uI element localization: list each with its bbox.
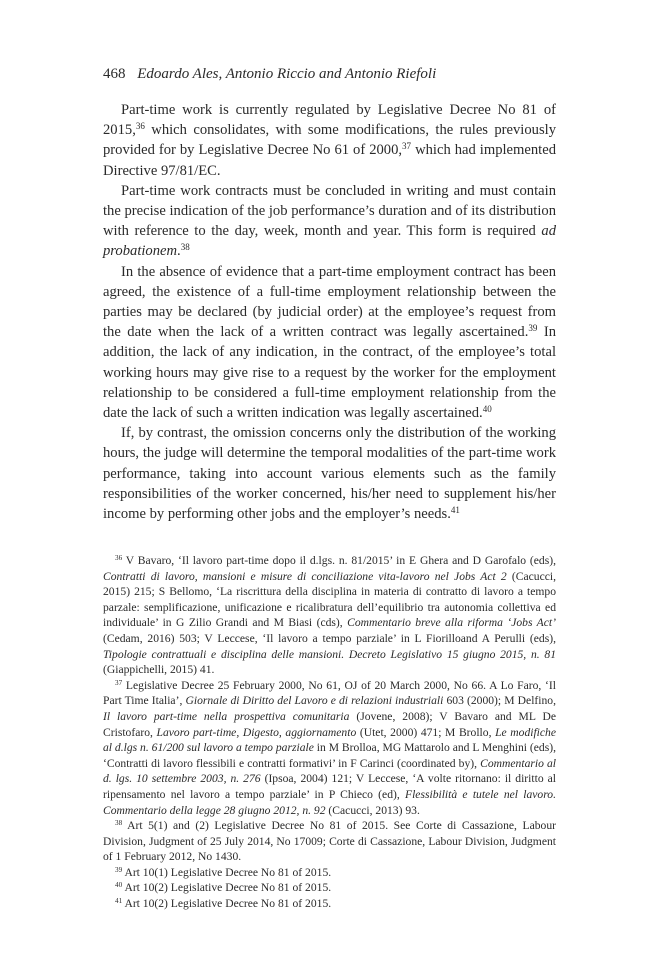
text-run: (Utet, 2000) 471; M Brollo, — [356, 725, 496, 739]
text-run: (Ipsoa, 2004) 121; V Leccese, ‘A volte ritornano: il diritto al ripensamento nel lavoro a tempo parziale’ in P Chieco (ed), — [103, 772, 556, 801]
italic-title: Flessibilità e tutele nel lavoro. Commentario della legge 28 giugno 2012, n. 92 — [103, 787, 556, 817]
footnote-ref-39[interactable]: 39 — [528, 323, 538, 334]
text-run: If, by contrast, the omission concerns only the distribution of the working hours, the judge will determine the temporal modalities of the part-time work performance, taking into account various elements such as the family responsibilities of the worker concerned, his/her need to supplement his/her income by performing other jobs and the employer’s needs. — [103, 425, 556, 523]
footnote-37 — [103, 678, 556, 818]
footnote-number: 37 — [115, 678, 123, 687]
italic-title: Giornale di Diritto del Lavoro e di relazioni industriali — [185, 694, 444, 708]
text-run: In addition, the lack of any indication, in the contract, of the employee’s total working hours may give rise to a request by the worker for the employment relationship to be considered a full-time employment relationship from the date the lack of such a written indication was legally ascertained. — [103, 324, 557, 422]
footnote-number: 38 — [115, 819, 123, 828]
italic-title: Tipologie contrattuali e disciplina delle mansioni. Decreto Legislativo 15 giugno 2015, n. 81 — [103, 647, 556, 661]
footnote-number: 36 — [115, 554, 123, 563]
text-run: In the absence of evidence that a part-time employment contract has been agreed, the existence of a full-time employment relationship between the parties may be declared (by judicial order) at the employee’s request from the date when the lack of a written contract was legally ascertained. — [103, 263, 556, 341]
text-run: (Cedam, 2016) 503; V Leccese, ‘Il lavoro a tempo parziale’ in L Fiorilloand A Perulli (eds), — [103, 631, 556, 645]
text-run: V Bavaro, ‘Il lavoro part-time dopo il d.lgs. n. 81/2015’ in E Ghera and D Garofalo (eds), — [122, 554, 556, 567]
text-run: (Cacucci, 2013) 93. — [325, 803, 420, 817]
footnote-41 — [103, 896, 556, 912]
paragraph-3 — [103, 262, 556, 424]
text-run: (Cacucci, 2015) 215; S Bellomo, ‘La riscrittura della disciplina in materia di contratto di lavoro a tempo parzale: semplificazione, unificazione e ricalibratura dell’equilibrio tra autonomia collettiva ed individuale’ in G Zilio Grandi and M Biasi (cds), — [103, 569, 557, 630]
italic-title: Il lavoro part-time nella prospettiva comunitaria — [103, 709, 350, 723]
footnote-ref-37[interactable]: 37 — [402, 141, 412, 152]
running-header — [103, 66, 436, 83]
paragraph-2 — [103, 181, 556, 262]
text-run: Legislative Decree 25 February 2000, No 61, OJ of 20 March 2000, No 66. A Lo Faro, ‘Il Part Time Italia’, — [103, 678, 556, 708]
italic-title: Commentario al d. lgs. 10 settembre 2003, n. 276 — [103, 756, 556, 786]
paragraph-1 — [103, 100, 556, 181]
text-run: Art 10(2) Legislative Decree No 81 of 2015. — [122, 881, 332, 895]
text-run: Art 10(2) Legislative Decree No 81 of 2015. — [122, 897, 332, 911]
footnote-40 — [103, 880, 556, 896]
footnotes — [103, 553, 556, 912]
running-header-authors: Edoardo Ales, Antonio Riccio and Antonio Riefoli — [137, 66, 437, 82]
text-run: in M Brolloa, MG Mattarolo and L Menghini (eds), ‘Contratti di lavoro flessibili e contratti formativi’ in F Carinci (coordinated by), — [103, 741, 556, 770]
footnote-38 — [103, 818, 556, 865]
text-run: (Jovene, 2008); V Bavaro and ML De Cristofaro, — [103, 709, 556, 739]
italic-title: Lavoro part-time, Digesto, aggiornamento — [156, 725, 357, 739]
footnote-number: 41 — [115, 897, 123, 906]
italic-title: Le modifiche al d.lgs n. 61/200 sul lavoro a tempo parziale — [103, 725, 556, 755]
paragraph-4 — [103, 423, 556, 524]
italic-title: Contratti di lavoro, mansioni e misure di conciliazione vita-lavoro nel Jobs Act 2 — [103, 569, 507, 583]
italic-title: Commentario breve alla riforma ‘Jobs Act’ — [347, 616, 556, 630]
footnote-39 — [103, 865, 556, 881]
text-run: Part-time work contracts must be concluded in writing and must contain the precise indication of the job performance’s duration and of its distribution with reference to the day, week, month and year. This form is required — [103, 182, 556, 240]
footnote-number: 40 — [115, 881, 123, 890]
footnote-36 — [103, 553, 556, 678]
text-run: (Giappichelli, 2015) 41. — [103, 663, 215, 677]
text-run: 603 (2000); M Delfino, — [443, 694, 556, 708]
text-run: Art 10(1) Legislative Decree No 81 of 2015. — [122, 865, 332, 879]
text-run: which had implemented Directive 97/81/EC. — [103, 142, 556, 179]
main-text — [103, 100, 556, 524]
footnote-ref-38[interactable]: 38 — [180, 242, 190, 253]
footnote-number: 39 — [115, 865, 123, 874]
footnote-ref-36[interactable]: 36 — [135, 121, 145, 132]
footnote-ref-41[interactable]: 41 — [450, 505, 460, 516]
footnote-ref-40[interactable]: 40 — [482, 404, 492, 415]
italic-term: ad probationem — [103, 223, 556, 260]
text-run: . — [177, 243, 181, 260]
text-run: Part-time work is currently regulated by Legislative Decree No 81 of 2015, — [103, 102, 556, 139]
page-number: 468 — [103, 66, 126, 82]
text-run: Art 5(1) and (2) Legislative Decree No 81 of 2015. See Corte di Cassazione, Labour Division, Judgment of 25 July 2014, No 17009; Corte di Cassazione, Labour Division, Judgment of 1 February 2012, No 1430. — [103, 819, 556, 864]
text-run: which consolidates, with some modifications, the rules previously provided for by Legislative Decree No 61 of 2000, — [103, 122, 556, 159]
